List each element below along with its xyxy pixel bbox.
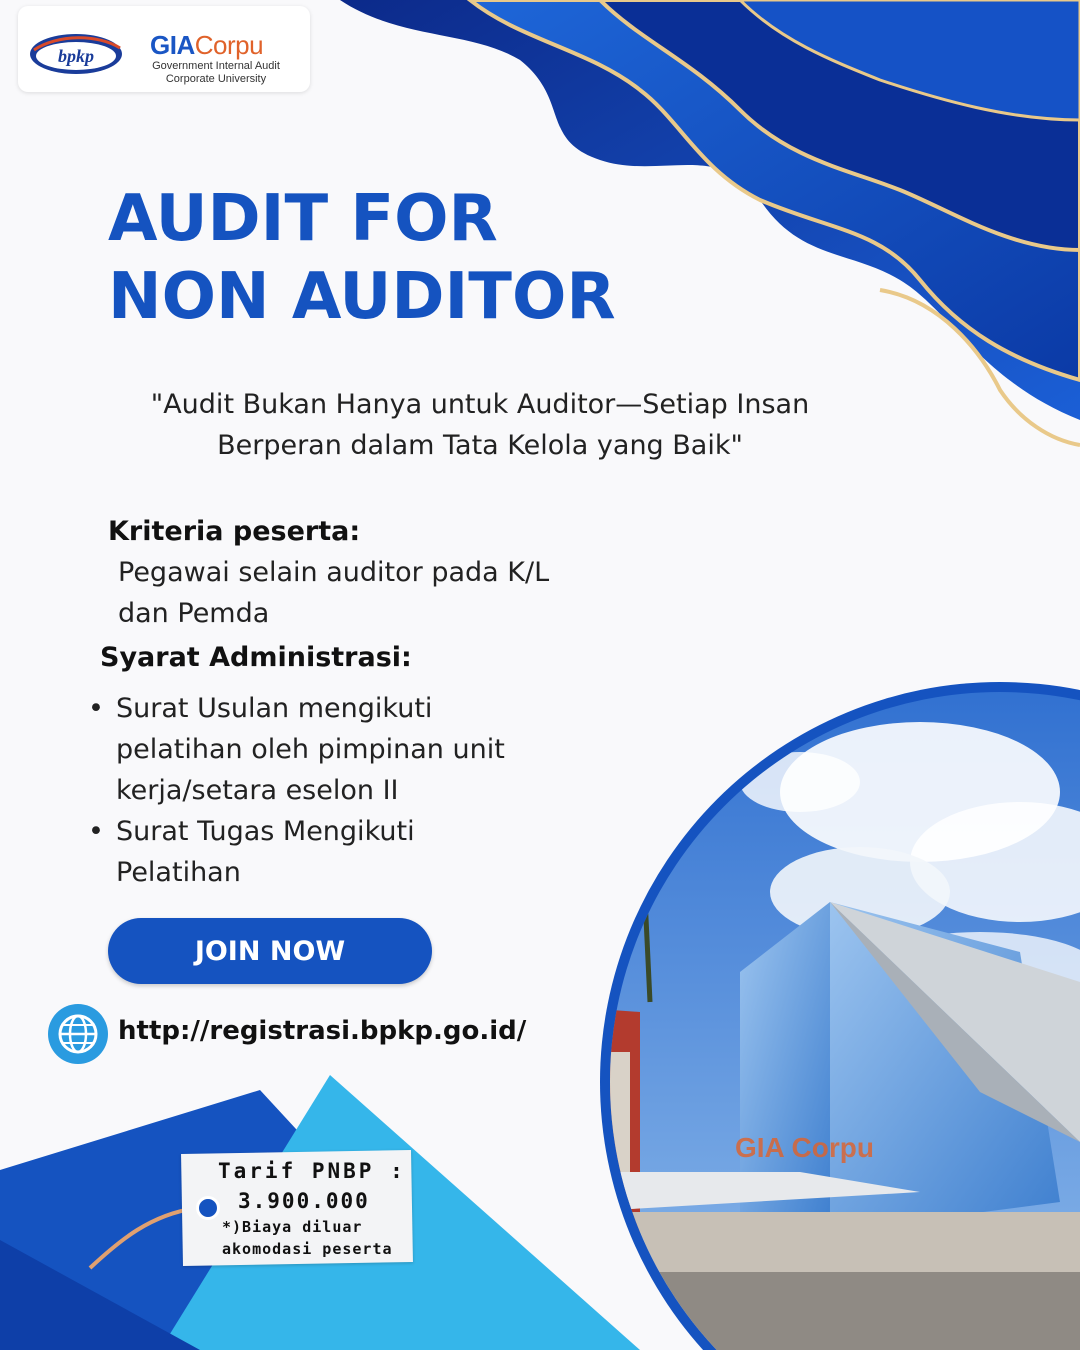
kriteria-heading: Kriteria peserta:	[108, 516, 361, 547]
gia-sub-line1: Government Internal Audit	[152, 60, 280, 72]
building-photo	[500, 672, 1080, 1350]
bpkp-logo-icon	[28, 30, 124, 78]
kriteria-line1: Pegawai selain auditor pada K/L	[118, 557, 550, 588]
corpu-label: Corpu	[194, 30, 264, 60]
join-now-button[interactable]: JOIN NOW	[108, 918, 432, 984]
building-sign: GIA Corpu	[735, 1132, 874, 1163]
syarat-heading: Syarat Administrasi:	[100, 642, 412, 673]
tarif-note-line1: *)Biaya diluar	[222, 1218, 363, 1236]
list-item-line: pelatihan oleh pimpinan unit	[116, 734, 505, 765]
list-item	[84, 811, 554, 893]
list-item-line: Pelatihan	[116, 857, 241, 888]
list-item-line: Surat Tugas Mengikuti	[116, 816, 415, 847]
tarif-price: 3.900.000	[238, 1189, 370, 1213]
price-tag-text	[218, 1156, 406, 1260]
quote-line1: "Audit Bukan Hanya untuk Auditor—Setiap Insan	[150, 389, 810, 420]
list-item	[84, 688, 554, 811]
title-line1: AUDIT FOR	[108, 182, 498, 256]
quote-line2: Berperan dalam Tata Kelola yang Baik"	[217, 430, 743, 461]
gia-subtitle	[150, 60, 282, 86]
list-item-line: Surat Usulan mengikuti	[116, 693, 433, 724]
bullet-icon: •	[88, 693, 104, 724]
tag-hole-icon	[196, 1196, 220, 1220]
tagline-quote	[110, 384, 850, 466]
list-item-line: kerja/setara eselon II	[116, 775, 399, 806]
bpkp-logo-text: bpkp	[58, 46, 94, 66]
globe-icon	[48, 1004, 108, 1064]
tarif-note-line2: akomodasi peserta	[222, 1240, 393, 1258]
page-title	[108, 180, 616, 336]
title-line2: NON AUDITOR	[108, 260, 616, 334]
bullet-icon: •	[88, 816, 104, 847]
registration-link[interactable]: http://registrasi.bpkp.go.id/	[118, 1016, 527, 1046]
syarat-list	[84, 688, 554, 893]
gia-logo-text	[150, 30, 263, 61]
kriteria-text	[118, 552, 638, 634]
gia-sub-line2: Corporate University	[165, 73, 267, 85]
tarif-label: Tarif PNBP :	[218, 1159, 406, 1183]
kriteria-line2: dan Pemda	[118, 598, 270, 629]
gia-label: GIA	[150, 30, 195, 60]
